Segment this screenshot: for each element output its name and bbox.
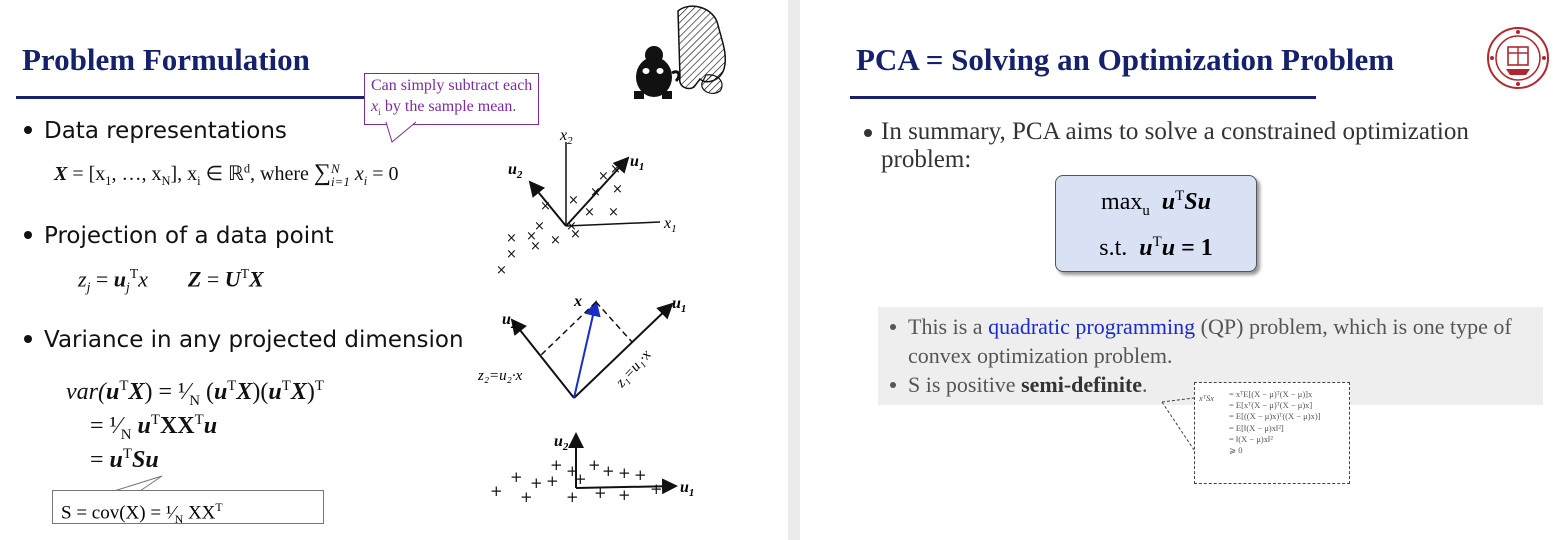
scatter-marker: + (530, 474, 543, 492)
callout-line-2: $x_i$ by the sample mean. (371, 98, 517, 119)
proof-line: = E[‖(X − μ)x‖²] (1229, 422, 1284, 433)
rot-u2-label: $u_2$ (554, 433, 569, 453)
proof-line: = E[((X − μ)x)ᵀ((X − μ)x)] (1229, 411, 1321, 422)
scatter-marker: × (590, 185, 601, 200)
scatter-marker: + (602, 462, 615, 480)
x1-axis (566, 222, 660, 226)
projection-equation: $z_j = u_j^Tx$ $Z = U^TX$ (78, 266, 264, 295)
objective-line: $\max_u u^TSu$ (1101, 188, 1211, 219)
summary-bullet: In summary, PCA aims to solve a constrained optimization problem: (864, 118, 1544, 174)
scatter-marker: + (566, 462, 579, 480)
proof-lead: xᵀSx (1199, 393, 1215, 403)
scatter-marker: + (594, 484, 607, 502)
proof-lines (1229, 389, 1320, 456)
z1-label: z₁=u₁·x (613, 347, 655, 391)
scatter-marker: × (568, 193, 579, 208)
scatter-marker: × (496, 263, 507, 278)
scatter-marker: + (566, 488, 579, 506)
university-seal-icon (1486, 25, 1550, 91)
scatter-marker: + (490, 482, 503, 500)
scatter-marker: + (510, 468, 523, 486)
x1-label: $x_1$ (664, 215, 677, 235)
scatter-marker: + (546, 472, 559, 490)
scatter-marker: + (574, 470, 587, 488)
z2-label: z₂=u₂·x (478, 368, 523, 384)
optimization-problem-box (1055, 175, 1257, 272)
proof-line: = E[xᵀ(X − μ)ᵀ(X − μ)x] (1229, 400, 1313, 411)
scatter-marker: × (534, 219, 545, 234)
psd-proof-box (1194, 382, 1350, 484)
qp-link[interactable]: quadratic programming (988, 314, 1196, 339)
proj-u1-label: $u_1$ (672, 295, 687, 315)
rotated-scatter-diagram (480, 428, 702, 510)
scatter-marker: × (610, 162, 621, 177)
proof-line: = xᵀE[(X − μ)ᵀ(X − μ)]x (1229, 389, 1313, 399)
proj-u2-label: $u_2$ (502, 311, 517, 331)
scatter-marker: × (570, 227, 581, 242)
rot-u1-label: $u_1$ (680, 479, 695, 499)
proj-dash-u1 (596, 302, 632, 342)
bullet-projection: Projection of a data point (24, 223, 334, 249)
title-underline (850, 96, 1316, 99)
qp-bullet: This is a quadratic programming (QP) problem, which is one type of convex optimization problem. (890, 312, 1530, 370)
variance-line-1: $var(u^TX)$ = $^1⁄_N$ $(u^TX)(u^TX)^T$ (66, 378, 324, 409)
scatter-marker: × (506, 247, 517, 262)
scatter-marker: × (550, 233, 561, 248)
callout-line-1: Can simply subtract each (371, 77, 533, 94)
scatter-marker: + (618, 464, 631, 482)
callout-tail (380, 118, 430, 148)
sdp-bullet: S is positive semi-definite. (890, 370, 1148, 399)
projection-diagram (472, 290, 702, 405)
scatter-marker: + (618, 486, 631, 504)
scatter-marker: × (598, 169, 609, 184)
scatter-marker: × (506, 231, 517, 246)
proof-line: = ‖(X − μ)x‖² (1229, 433, 1273, 444)
scatter-marker: × (540, 199, 551, 214)
variance-line-3: = $u^TSu$ (90, 446, 159, 473)
constraint-line: s.t. $u^Tu = 1$ (1099, 234, 1213, 261)
slide-pca-optimization (800, 0, 1555, 540)
proj-dash-u2 (540, 302, 596, 356)
u2-label: $u_2$ (508, 161, 523, 181)
covariance-definition-box: $S = cov(X) = ^1⁄_N$ $XX^T$ (52, 490, 324, 524)
scatter-marker: + (650, 480, 663, 498)
scatter-marker: × (530, 239, 541, 254)
data-representation-equation: $X = [x_1$, …, $x_N$], $x_i$ ∈ ℝ$^d$, where ∑ N i=1 $x_i = 0$ (54, 160, 399, 190)
variance-line-2: = $^1⁄_N$ $u^TXX^Tu$ (90, 412, 218, 443)
scatter-marker: + (520, 488, 533, 506)
slide-title: Problem Formulation (22, 42, 310, 77)
bullet-data-representations: Data representations (24, 118, 287, 144)
scatter-marker: × (526, 229, 537, 244)
scatter-plus-markers (490, 456, 663, 506)
cartoon-figure-icon (628, 3, 733, 103)
scatter-marker: × (608, 205, 619, 220)
proof-line: ⩾ 0 (1229, 445, 1243, 456)
slide-divider (788, 0, 800, 540)
scatter-axes-diagram (480, 118, 700, 290)
scatter-marker: × (584, 205, 595, 220)
u1-label: $u_1$ (630, 153, 645, 173)
scatter-marker: + (634, 466, 647, 484)
scatter-marker: × (566, 219, 577, 234)
slide-title: PCA = Solving an Optimization Problem (856, 42, 1395, 77)
scatter-marker: + (588, 456, 601, 474)
bullet-variance: Variance in any projected dimension (24, 327, 464, 353)
scatter-x-markers (496, 162, 623, 278)
scatter-marker: + (550, 456, 563, 474)
proj-x-vector (574, 302, 596, 398)
proj-x-label: x (574, 293, 582, 310)
x2-label: $x_2$ (560, 127, 573, 147)
scatter-marker: × (612, 182, 623, 197)
